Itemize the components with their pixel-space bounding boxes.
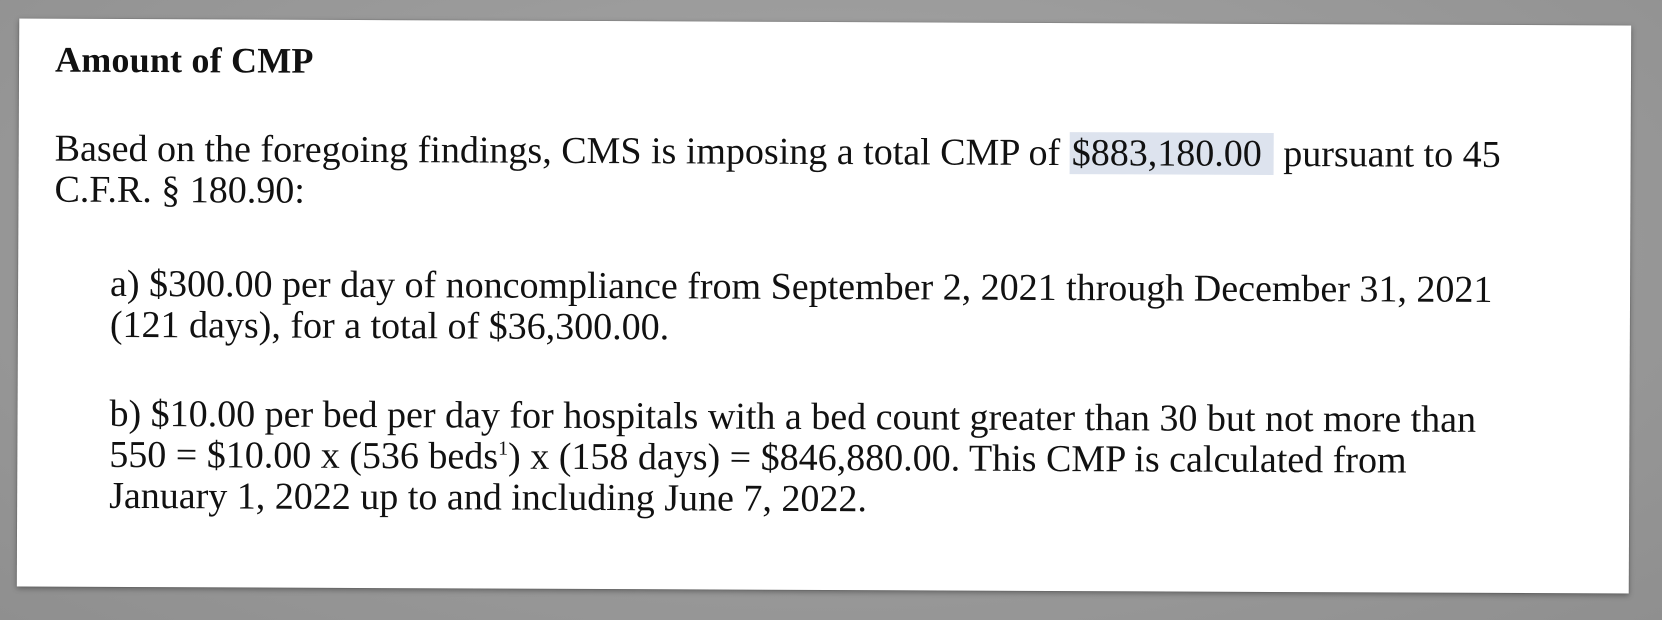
item-a-paragraph [110, 264, 1493, 352]
section-heading: Amount of CMP [54, 39, 314, 81]
footnote-marker: 1 [498, 437, 509, 460]
document-page [17, 18, 1631, 593]
intro-text-start: Based on the foregoing findings, CMS is imposing a total CMP of [54, 127, 1070, 175]
item-b-line-2-end: ) x (158 days) = $846,880.00. This CMP is calculated from [507, 435, 1407, 482]
total-cmp-amount: $883,180.00 [1070, 132, 1274, 175]
item-b-paragraph [109, 394, 1476, 523]
regulation-citation: C.F.R. § 180.90: [54, 168, 305, 212]
intro-paragraph [54, 129, 1500, 217]
item-a-line-2: (121 days), for a total of $36,300.00. [109, 303, 670, 349]
item-b-line-1: b) $10.00 per bed per day for hospitals with a bed count greater than 30 but not more than [109, 392, 1477, 441]
intro-text-end: pursuant to 45 [1273, 132, 1501, 176]
item-b-line-3: January 1, 2022 up to and including June 7, 2022. [109, 474, 868, 521]
item-b-line-2-start: 550 = $10.00 x (536 beds [109, 433, 499, 478]
item-a-line-1: a) $300.00 per day of noncompliance from September 2, 2021 through December 31, 2021 [109, 262, 1493, 311]
